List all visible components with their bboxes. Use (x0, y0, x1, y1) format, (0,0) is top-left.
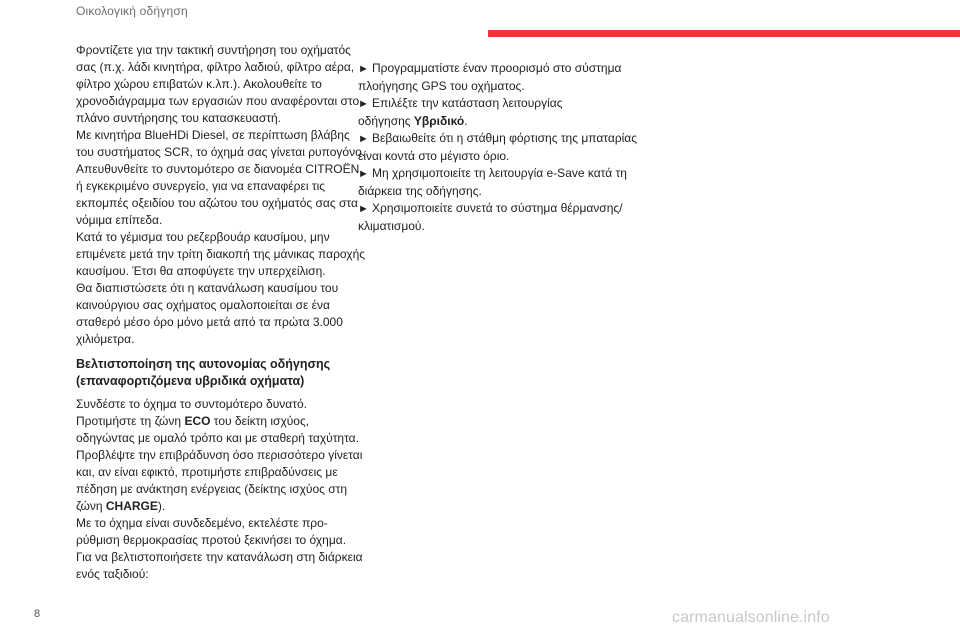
text-segment: του δείκτη ισχύος, (210, 414, 310, 428)
bullet-arrow-icon: ► (358, 203, 369, 215)
right-column (358, 60, 638, 235)
paragraph-refuelling (76, 229, 366, 280)
bullet-arrow-icon: ► (358, 133, 369, 145)
text-line: Προβλέψτε την επιβράδυνση όσο περισσότερο γίνεται (76, 448, 363, 462)
paragraph-hybrid-tips (76, 396, 363, 583)
hybrid-mode-label: Υβριδικό (413, 114, 465, 128)
bullet-item (358, 95, 628, 113)
bullet-item (358, 165, 628, 183)
charge-zone-label: CHARGE (105, 499, 158, 513)
bullet-text: Επιλέξτε την κατάσταση λειτουργίας (372, 96, 563, 110)
text-line: Θα διαπιστώσετε ότι η κατανάλωση καυσίμου του (76, 281, 339, 295)
text-segment: ). (157, 499, 166, 513)
text-line: ενός ταξιδιού: (76, 567, 149, 581)
heading-line: Βελτιστοποίηση της αυτονομίας οδήγησης (76, 357, 331, 371)
text-line: φίλτρο χώρου επιβατών κ.λπ.). Ακολουθείτε το (76, 77, 322, 91)
text-line: Συνδέστε το όχημα το συντομότερο δυνατό. (76, 397, 307, 411)
text-segment: ζώνη (76, 499, 106, 513)
bullet-text: Προγραμματίστε έναν προορισμό στο σύστημα (372, 61, 622, 75)
text-line: εκπομπές οξειδίου του αζώτου του οχήματός σας στα (76, 196, 358, 210)
bullet-text: Βεβαιωθείτε ότι η στάθμη φόρτισης της μπαταρίας (372, 131, 638, 145)
paragraph-maintenance (76, 42, 360, 127)
text-line: πλάνο συντήρησης του κατασκευαστή. (76, 111, 281, 125)
eco-zone-label: ECO (184, 414, 211, 428)
text-line: πέδηση με ανάκτηση ενέργειας (δείκτης ισχύος στη (76, 482, 348, 496)
text-line (76, 498, 342, 515)
bullet-item (358, 200, 628, 218)
header-accent-bar (488, 30, 960, 37)
page-header-title: Οικολογική οδήγηση (76, 4, 188, 18)
text-segment: Προτιμήστε τη ζώνη (76, 414, 185, 428)
text-line: καυσίμου. Έτσι θα αποφύγετε την υπερχείλιση. (76, 264, 326, 278)
text-line: κλιματισμού. (358, 219, 425, 233)
text-line: χιλιόμετρα. (76, 332, 135, 346)
text-line: Με το όχημα είναι συνδεδεμένο, εκτελέστε προ- (76, 516, 328, 530)
text-line: καινούργιου σας οχήματος ομαλοποιείται σε ένα (76, 298, 330, 312)
paragraph-bluehdi (76, 127, 366, 229)
text-line (358, 113, 628, 130)
bullet-text: Χρησιμοποιείτε συνετά το σύστημα θέρμανσης/ (372, 201, 623, 215)
text-line: ρύθμιση θερμοκρασίας προτού ξεκινήσει το όχημα. (76, 533, 347, 547)
text-line: είναι κοντά στο μέγιστο όριο. (358, 149, 510, 163)
text-line: ή εγκεκριμένο συνεργείο, για να επαναφέρει τις (76, 179, 326, 193)
bullet-item (358, 60, 628, 78)
text-line: Κατά το γέμισμα του ρεζερβουάρ καυσίμου, μην (76, 230, 330, 244)
text-line: σταθερό μέσο όρο μόνο μετά από τα πρώτα 3.000 (76, 315, 343, 329)
text-line: Με κινητήρα BlueHDi Diesel, σε περίπτωση βλάβης (76, 128, 350, 142)
bullet-arrow-icon: ► (358, 168, 369, 180)
text-line: Απευθυνθείτε το συντομότερο σε διανομέα CITROËN (76, 162, 360, 176)
bullet-arrow-icon: ► (358, 63, 369, 75)
bullet-text: Μη χρησιμοποιείτε τη λειτουργία e-Save κατά τη (372, 166, 627, 180)
bullet-arrow-icon: ► (358, 98, 369, 110)
heading-line: (επαναφορτιζόμενα υβριδικά οχήματα) (76, 374, 305, 388)
text-line: σας (π.χ. λάδι κινητήρα, φίλτρο λαδιού, φίλτρο αέρα, (76, 60, 355, 74)
text-segment: οδήγησης (358, 114, 414, 128)
bullet-item (358, 130, 638, 148)
text-line: διάρκεια της οδήγησης. (358, 184, 482, 198)
paragraph-consumption (76, 280, 342, 348)
section-heading (76, 356, 342, 390)
text-line (76, 413, 342, 430)
text-segment: . (464, 114, 468, 128)
text-line: Για να βελτιστοποιήσετε την κατανάλωση στη διάρκεια (76, 550, 363, 564)
text-line: και, αν είναι εφικτό, προτιμήστε επιβραδύνσεις με (76, 465, 338, 479)
text-line: οδηγώντας με ομαλό τρόπο και με σταθερή ταχύτητα. (76, 431, 359, 445)
watermark: carmanualsonline.info (672, 609, 830, 626)
text-line: χρονοδιάγραμμα των εργασιών που αναφέρονται στο (76, 94, 360, 108)
text-line: νόμιμα επίπεδα. (76, 213, 163, 227)
text-line: του συστήματος SCR, το όχημά σας γίνεται ρυπογόνο. (76, 145, 366, 159)
text-line: επιμένετε μετά την τρίτη διακοπή της μάνικας παροχής (76, 247, 366, 261)
text-line: πλοήγησης GPS του οχήματος. (358, 79, 525, 93)
page-number: 8 (34, 608, 41, 620)
text-line: Φροντίζετε για την τακτική συντήρηση του οχήματός (76, 43, 351, 57)
left-column (76, 42, 366, 583)
